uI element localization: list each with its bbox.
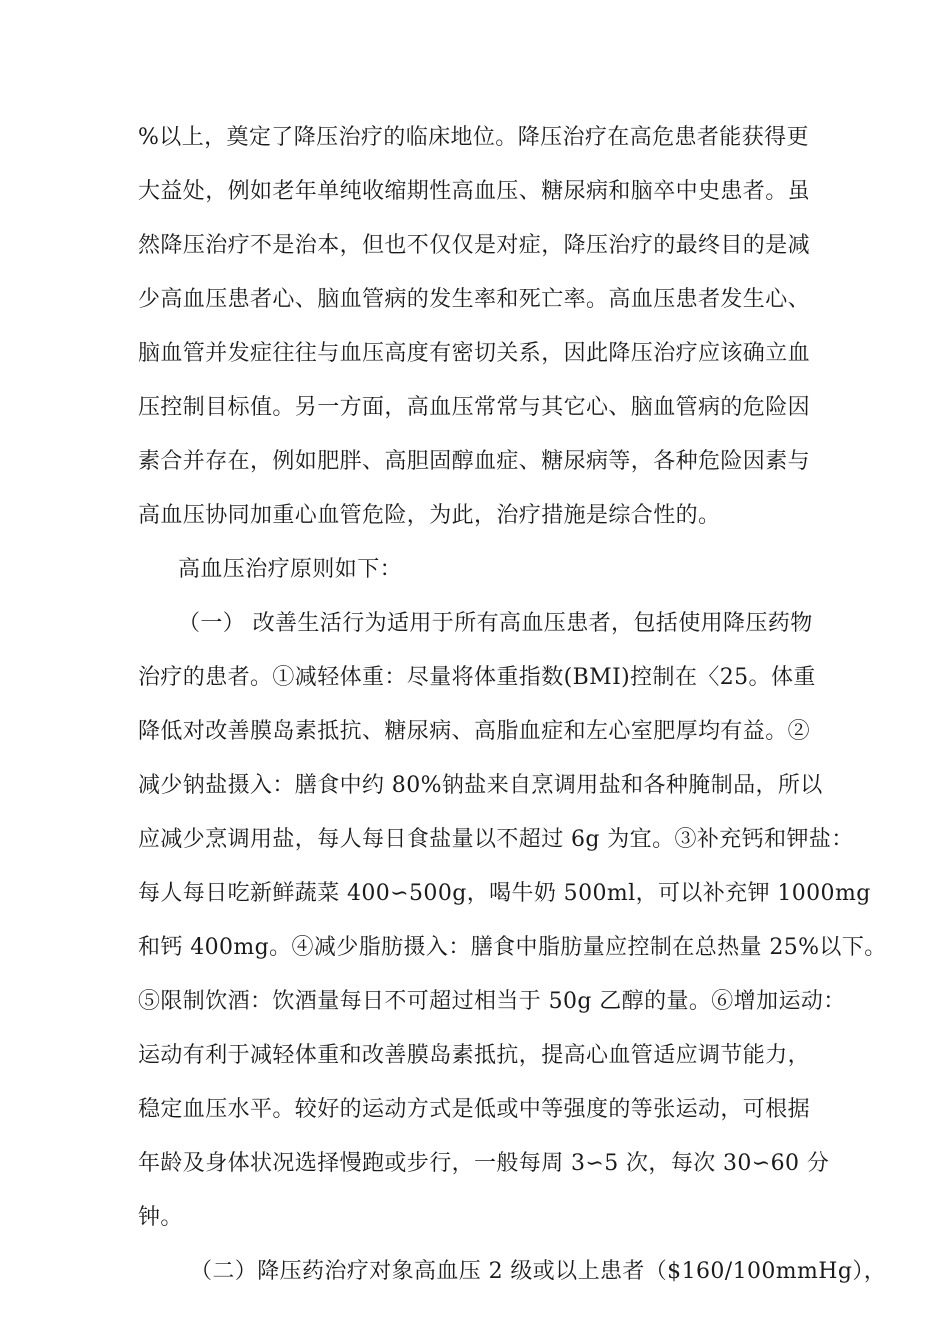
text-line: 压控制目标值。另一方面，高血压常常与其它心、脑血管病的危险因 xyxy=(138,395,811,420)
section-intro: 高血压治疗原则如下： xyxy=(178,557,403,582)
text-line: 少高血压患者心、脑血管病的发生率和死亡率。高血压患者发生心、 xyxy=(138,287,811,312)
text-line: 高血压协同加重心血管危险，为此，治疗措施是综合性的。 xyxy=(138,503,721,528)
text-line: 减少钠盐摄入：膳食中约 80%钠盐来自烹调用盐和各种腌制品，所以 xyxy=(138,773,823,798)
text-line: 年龄及身体状况选择慢跑或步行，一般每周 3∽5 次，每次 30∽60 分 xyxy=(138,1151,830,1176)
section-heading-2: （二）降压药治疗对象高血压 2 级或以上患者（$160/100mmHg）， xyxy=(190,1259,887,1284)
text-line: 和钙 400mg。④减少脂肪摄入：膳食中脂肪量应控制在总热量 25%以下。 xyxy=(138,935,887,960)
text-line: %以上，奠定了降压治疗的临床地位。降压治疗在高危患者能获得更 xyxy=(138,125,809,150)
text-line: 降低对改善膜岛素抵抗、糖尿病、高脂血症和左心室肥厚均有益。② xyxy=(138,719,811,744)
text-line: 大益处，例如老年单纯收缩期性高血压、糖尿病和脑卒中史患者。虽 xyxy=(138,179,811,204)
text-line: 素合并存在，例如肥胖、高胆固醇血症、糖尿病等，各种危险因素与 xyxy=(138,449,811,474)
text-line: 每人每日吃新鲜蔬菜 400∽500g，喝牛奶 500ml，可以补充钾 1000mg xyxy=(138,881,871,906)
text-line: 运动有利于减轻体重和改善膜岛素抵抗，提高心血管适应调节能力， xyxy=(138,1043,811,1068)
text-line: ⑤限制饮酒：饮酒量每日不可超过相当于 50g 乙醇的量。⑥增加运动： xyxy=(138,989,846,1014)
text-line: 治疗的患者。①减轻体重：尽量将体重指数(BMI)控制在〈25。体重 xyxy=(138,665,816,690)
section-heading-1: （一） 改善生活行为适用于所有高血压患者，包括使用降压药物 xyxy=(178,611,813,636)
text-line: 钟。 xyxy=(138,1205,183,1230)
text-line: 稳定血压水平。较好的运动方式是低或中等强度的等张运动，可根据 xyxy=(138,1097,811,1122)
text-line: 应减少烹调用盐，每人每日食盐量以不超过 6g 为宜。③补充钙和钾盐： xyxy=(138,827,854,852)
text-line: 脑血管并发症往往与血压高度有密切关系，因此降压治疗应该确立血 xyxy=(138,341,811,366)
text-line: 然降压治疗不是治本，但也不仅仅是对症，降压治疗的最终目的是减 xyxy=(138,233,811,258)
